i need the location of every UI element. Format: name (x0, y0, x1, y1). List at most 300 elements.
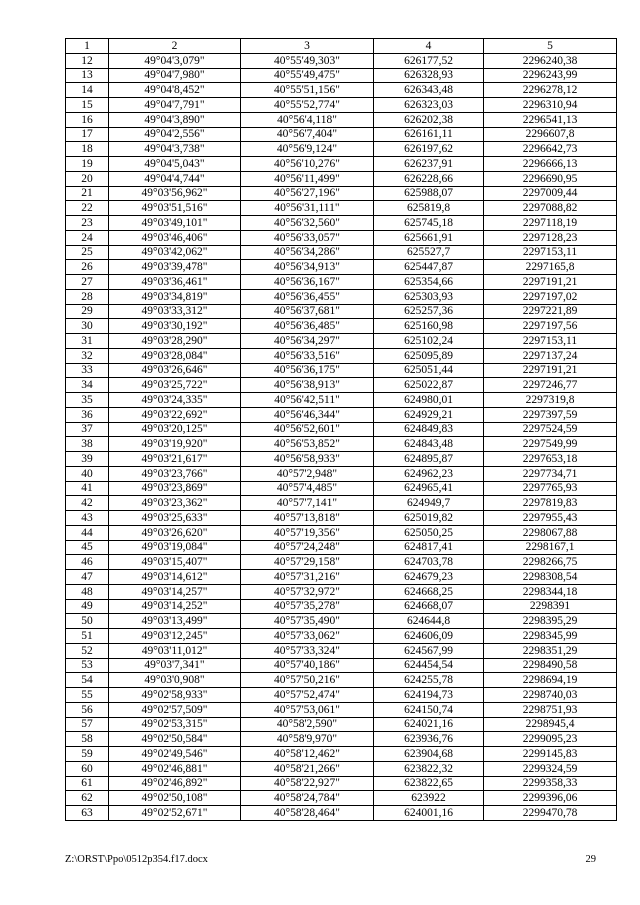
table-row (66, 127, 617, 142)
table-cell: 40°56'27,196" (241, 186, 374, 201)
table-cell: 49°03'25,633" (109, 511, 241, 526)
table-row (66, 216, 617, 231)
table-cell: 2297137,24 (484, 348, 617, 363)
table-cell: 40°55'52,774" (241, 98, 374, 113)
table-row (66, 732, 617, 747)
table-cell: 2296240,38 (484, 53, 617, 68)
table-cell: 624980,01 (374, 393, 484, 408)
table-row (66, 496, 617, 511)
table-cell: 49°03'34,819" (109, 289, 241, 304)
table-row (66, 643, 617, 658)
table-row (66, 658, 617, 673)
table-cell: 49°03'23,766" (109, 466, 241, 481)
table-cell: 40°56'4,118" (241, 112, 374, 127)
table-row (66, 260, 617, 275)
table-cell: 2298351,29 (484, 643, 617, 658)
table-cell: 53 (66, 658, 109, 673)
table-row (66, 171, 617, 186)
table-row (66, 407, 617, 422)
table-cell: 623904,68 (374, 747, 484, 762)
table-cell: 2297653,18 (484, 452, 617, 467)
table-cell: 40°57'33,324" (241, 643, 374, 658)
table-cell: 43 (66, 511, 109, 526)
table-cell: 2299145,83 (484, 747, 617, 762)
table-cell: 625051,44 (374, 363, 484, 378)
table-cell: 2298395,29 (484, 614, 617, 629)
column-header: 4 (374, 39, 484, 54)
table-cell: 2297191,21 (484, 275, 617, 290)
table-cell: 25 (66, 245, 109, 260)
table-cell: 27 (66, 275, 109, 290)
table-cell: 49°03'12,245" (109, 629, 241, 644)
table-row (66, 717, 617, 732)
table-cell: 14 (66, 83, 109, 98)
table-cell: 2296607,8 (484, 127, 617, 142)
table-cell: 61 (66, 776, 109, 791)
table-cell: 626237,91 (374, 157, 484, 172)
table-cell: 625447,87 (374, 260, 484, 275)
table-cell: 2296243,99 (484, 68, 617, 83)
table-row (66, 481, 617, 496)
column-header: 3 (241, 39, 374, 54)
table-cell: 48 (66, 584, 109, 599)
table-cell: 40°56'58,933" (241, 452, 374, 467)
table-cell: 49°03'26,620" (109, 525, 241, 540)
table-cell: 45 (66, 540, 109, 555)
table-cell: 624606,09 (374, 629, 484, 644)
table-cell: 624703,78 (374, 555, 484, 570)
table-cell: 49°03'36,461" (109, 275, 241, 290)
table-cell: 625819,8 (374, 201, 484, 216)
table-cell: 21 (66, 186, 109, 201)
table-cell: 625019,82 (374, 511, 484, 526)
table-row (66, 230, 617, 245)
table-cell: 49°04'3,079" (109, 53, 241, 68)
table-row (66, 83, 617, 98)
table-cell: 625661,91 (374, 230, 484, 245)
table-row (66, 275, 617, 290)
table-row (66, 142, 617, 157)
table-cell: 41 (66, 481, 109, 496)
table-row (66, 776, 617, 791)
table-cell: 49°02'46,881" (109, 761, 241, 776)
table-cell: 49°02'49,546" (109, 747, 241, 762)
table-row (66, 53, 617, 68)
table-cell: 2297197,56 (484, 319, 617, 334)
table-row (66, 437, 617, 452)
table-cell: 2297197,02 (484, 289, 617, 304)
table-cell: 626328,93 (374, 68, 484, 83)
table-cell: 40°56'7,404" (241, 127, 374, 142)
table-cell: 2298266,75 (484, 555, 617, 570)
table-cell: 31 (66, 334, 109, 349)
table-cell: 2299095,23 (484, 732, 617, 747)
table-cell: 40°55'49,475" (241, 68, 374, 83)
table-cell: 2299396,06 (484, 791, 617, 806)
table-row (66, 334, 617, 349)
table-row (66, 702, 617, 717)
table-cell: 40°58'24,784" (241, 791, 374, 806)
table-cell: 2296690,95 (484, 171, 617, 186)
table-cell: 49°03'7,341" (109, 658, 241, 673)
table-cell: 623922 (374, 791, 484, 806)
table-cell: 625095,89 (374, 348, 484, 363)
table-cell: 40°57'33,062" (241, 629, 374, 644)
table-cell: 60 (66, 761, 109, 776)
table-cell: 625257,36 (374, 304, 484, 319)
table-cell: 625988,07 (374, 186, 484, 201)
table-cell: 40°57'52,474" (241, 688, 374, 703)
table-cell: 2297765,93 (484, 481, 617, 496)
table-cell: 40°56'36,175" (241, 363, 374, 378)
table-row (66, 157, 617, 172)
table-cell: 49°02'57,509" (109, 702, 241, 717)
table-cell: 40°56'53,852" (241, 437, 374, 452)
table-row (66, 614, 617, 629)
table-row (66, 688, 617, 703)
table-cell: 40°56'32,560" (241, 216, 374, 231)
table-cell: 23 (66, 216, 109, 231)
table-cell: 2299358,33 (484, 776, 617, 791)
table-cell: 2297191,21 (484, 363, 617, 378)
table-cell: 2298308,54 (484, 570, 617, 585)
table-cell: 2296310,94 (484, 98, 617, 113)
table-cell: 49°03'22,692" (109, 407, 241, 422)
table-cell: 19 (66, 157, 109, 172)
table-cell: 40°56'38,913" (241, 378, 374, 393)
table-cell: 626323,03 (374, 98, 484, 113)
table-cell: 2297524,59 (484, 422, 617, 437)
table-cell: 59 (66, 747, 109, 762)
table-cell: 2298344,18 (484, 584, 617, 599)
table-cell: 40°56'36,485" (241, 319, 374, 334)
table-cell: 626343,48 (374, 83, 484, 98)
table-row (66, 806, 617, 821)
table-row (66, 452, 617, 467)
table-row (66, 98, 617, 113)
table-cell: 624962,23 (374, 466, 484, 481)
table-cell: 624255,78 (374, 673, 484, 688)
table-cell: 49°03'11,012" (109, 643, 241, 658)
table-cell: 49°02'46,892" (109, 776, 241, 791)
table-cell: 49°03'39,478" (109, 260, 241, 275)
table-cell: 625303,93 (374, 289, 484, 304)
table-row (66, 68, 617, 83)
table-cell: 49°04'5,043" (109, 157, 241, 172)
table-cell: 49°03'19,920" (109, 437, 241, 452)
footer-file-path: Z:\ORST\Ppo\0512p354.f17.docx (65, 854, 208, 865)
table-cell: 40°56'52,601" (241, 422, 374, 437)
table-row (66, 584, 617, 599)
table-cell: 40°56'34,297" (241, 334, 374, 349)
table-row (66, 540, 617, 555)
table-cell: 2297128,23 (484, 230, 617, 245)
table-cell: 40°56'36,455" (241, 289, 374, 304)
table-cell: 624150,74 (374, 702, 484, 717)
table-cell: 17 (66, 127, 109, 142)
table-row (66, 761, 617, 776)
table-row (66, 673, 617, 688)
table-cell: 40°57'32,972" (241, 584, 374, 599)
table-cell: 49°03'20,125" (109, 422, 241, 437)
table-cell: 624001,16 (374, 806, 484, 821)
table-cell: 2299470,78 (484, 806, 617, 821)
table-cell: 49°03'19,084" (109, 540, 241, 555)
table-cell: 2298345,99 (484, 629, 617, 644)
table-cell: 49°02'50,584" (109, 732, 241, 747)
table-cell: 2298391 (484, 599, 617, 614)
table-cell: 2297397,59 (484, 407, 617, 422)
table-cell: 28 (66, 289, 109, 304)
table-cell: 40 (66, 466, 109, 481)
table-cell: 40°57'40,186" (241, 658, 374, 673)
table-cell: 2297221,89 (484, 304, 617, 319)
table-cell: 49°02'53,315" (109, 717, 241, 732)
table-cell: 40°57'24,248" (241, 540, 374, 555)
table-cell: 49°03'14,612" (109, 570, 241, 585)
table-cell: 2297319,8 (484, 393, 617, 408)
table-cell: 40°58'22,927" (241, 776, 374, 791)
table-cell: 625022,87 (374, 378, 484, 393)
table-cell: 49°04'3,890" (109, 112, 241, 127)
table-cell: 2297165,8 (484, 260, 617, 275)
table-cell: 49°02'58,933" (109, 688, 241, 703)
column-header: 2 (109, 39, 241, 54)
table-cell: 20 (66, 171, 109, 186)
table-cell: 2297246,77 (484, 378, 617, 393)
table-row (66, 289, 617, 304)
table-cell: 49°03'0,908" (109, 673, 241, 688)
table-cell: 36 (66, 407, 109, 422)
table-cell: 624194,73 (374, 688, 484, 703)
table-cell: 34 (66, 378, 109, 393)
table-cell: 57 (66, 717, 109, 732)
table-cell: 51 (66, 629, 109, 644)
table-cell: 624895,87 (374, 452, 484, 467)
table-cell: 40°57'19,356" (241, 525, 374, 540)
table-cell: 40°56'34,286" (241, 245, 374, 260)
table-row (66, 304, 617, 319)
table-cell: 58 (66, 732, 109, 747)
table-cell: 626177,52 (374, 53, 484, 68)
table-row (66, 393, 617, 408)
table-cell: 626161,11 (374, 127, 484, 142)
table-cell: 625527,7 (374, 245, 484, 260)
table-cell: 624567,99 (374, 643, 484, 658)
table-cell: 40°56'11,499" (241, 171, 374, 186)
table-cell: 40°56'42,511" (241, 393, 374, 408)
table-cell: 2297955,43 (484, 511, 617, 526)
table-row (66, 555, 617, 570)
table-cell: 2296666,13 (484, 157, 617, 172)
table-cell: 40°57'35,490" (241, 614, 374, 629)
table-cell: 24 (66, 230, 109, 245)
table-cell: 15 (66, 98, 109, 113)
table-cell: 626228,66 (374, 171, 484, 186)
table-cell: 26 (66, 260, 109, 275)
table-cell: 2297153,11 (484, 334, 617, 349)
table-cell: 49°03'28,290" (109, 334, 241, 349)
table-cell: 2297118,19 (484, 216, 617, 231)
table-cell: 40°57'7,141" (241, 496, 374, 511)
table-cell: 49°03'25,722" (109, 378, 241, 393)
table-cell: 625354,66 (374, 275, 484, 290)
table-cell: 2298067,88 (484, 525, 617, 540)
table-cell: 623936,76 (374, 732, 484, 747)
table-cell: 13 (66, 68, 109, 83)
table-cell: 624454,54 (374, 658, 484, 673)
table-cell: 30 (66, 319, 109, 334)
table-cell: 2297819,83 (484, 496, 617, 511)
table-cell: 2297088,82 (484, 201, 617, 216)
table-row (66, 570, 617, 585)
table-row (66, 466, 617, 481)
table-cell: 55 (66, 688, 109, 703)
table-cell: 49°03'23,869" (109, 481, 241, 496)
table-row (66, 348, 617, 363)
table-cell: 40°56'36,167" (241, 275, 374, 290)
table-cell: 39 (66, 452, 109, 467)
table-row (66, 525, 617, 540)
table-cell: 624949,7 (374, 496, 484, 511)
table-cell: 40°56'33,057" (241, 230, 374, 245)
table-cell: 2298740,03 (484, 688, 617, 703)
table-cell: 49°04'7,791" (109, 98, 241, 113)
table-cell: 49°03'46,406" (109, 230, 241, 245)
table-cell: 35 (66, 393, 109, 408)
table-row (66, 747, 617, 762)
table-cell: 49°03'49,101" (109, 216, 241, 231)
table-cell: 624021,16 (374, 717, 484, 732)
table-cell: 40°57'53,061" (241, 702, 374, 717)
table-cell: 40°58'12,462" (241, 747, 374, 762)
table-cell: 2297009,44 (484, 186, 617, 201)
table-cell: 42 (66, 496, 109, 511)
coordinates-table (65, 38, 617, 821)
table-cell: 2299324,59 (484, 761, 617, 776)
table-cell: 50 (66, 614, 109, 629)
table-cell: 40°58'9,970" (241, 732, 374, 747)
column-header: 1 (66, 39, 109, 54)
table-cell: 2298167,1 (484, 540, 617, 555)
table-cell: 49 (66, 599, 109, 614)
table-cell: 40°56'37,681" (241, 304, 374, 319)
table-cell: 40°56'34,913" (241, 260, 374, 275)
table-cell: 49°03'23,362" (109, 496, 241, 511)
table-cell: 38 (66, 437, 109, 452)
table-cell: 40°57'13,818" (241, 511, 374, 526)
table-cell: 40°55'51,156" (241, 83, 374, 98)
table-cell: 40°56'9,124" (241, 142, 374, 157)
table-cell: 40°56'33,516" (241, 348, 374, 363)
table-cell: 2297734,71 (484, 466, 617, 481)
table-cell: 49°04'8,452" (109, 83, 241, 98)
table-cell: 624929,21 (374, 407, 484, 422)
table-cell: 624965,41 (374, 481, 484, 496)
table-cell: 40°57'31,216" (241, 570, 374, 585)
table-cell: 49°02'50,108" (109, 791, 241, 806)
table-cell: 40°57'2,948" (241, 466, 374, 481)
table-cell: 49°03'30,192" (109, 319, 241, 334)
table-cell: 623822,32 (374, 761, 484, 776)
table-cell: 40°56'31,111" (241, 201, 374, 216)
table-cell: 49°03'24,335" (109, 393, 241, 408)
table-cell: 44 (66, 525, 109, 540)
table-cell: 2298751,93 (484, 702, 617, 717)
table-cell: 29 (66, 304, 109, 319)
table-cell: 626197,62 (374, 142, 484, 157)
table-cell: 40°58'2,590" (241, 717, 374, 732)
table-cell: 624668,07 (374, 599, 484, 614)
table-cell: 624679,23 (374, 570, 484, 585)
table-cell: 625160,98 (374, 319, 484, 334)
table-cell: 624644,8 (374, 614, 484, 629)
table-row (66, 599, 617, 614)
table-row (66, 319, 617, 334)
table-cell: 49°04'2,556" (109, 127, 241, 142)
table-row (66, 112, 617, 127)
table-cell: 62 (66, 791, 109, 806)
table-cell: 624817,41 (374, 540, 484, 555)
table-cell: 49°03'42,062" (109, 245, 241, 260)
column-header: 5 (484, 39, 617, 54)
table-header-row (66, 39, 617, 54)
table-cell: 49°04'4,744" (109, 171, 241, 186)
table-cell: 40°58'21,266" (241, 761, 374, 776)
table-cell: 37 (66, 422, 109, 437)
table-cell: 49°03'28,084" (109, 348, 241, 363)
table-cell: 626202,38 (374, 112, 484, 127)
table-cell: 49°03'51,516" (109, 201, 241, 216)
table-cell: 40°55'49,303" (241, 53, 374, 68)
table-cell: 52 (66, 643, 109, 658)
table-cell: 624849,83 (374, 422, 484, 437)
table-cell: 32 (66, 348, 109, 363)
table-cell: 49°02'52,671" (109, 806, 241, 821)
table-cell: 46 (66, 555, 109, 570)
table-cell: 40°57'35,278" (241, 599, 374, 614)
table-cell: 40°58'28,464" (241, 806, 374, 821)
table-row (66, 201, 617, 216)
table-cell: 12 (66, 53, 109, 68)
table-row (66, 791, 617, 806)
table-cell: 54 (66, 673, 109, 688)
table-cell: 49°03'15,407" (109, 555, 241, 570)
table-cell: 40°56'46,344" (241, 407, 374, 422)
table-body (66, 53, 617, 820)
table-cell: 625745,18 (374, 216, 484, 231)
table-cell: 49°03'14,257" (109, 584, 241, 599)
table-cell: 625050,25 (374, 525, 484, 540)
table-cell: 49°03'21,617" (109, 452, 241, 467)
table-cell: 2297153,11 (484, 245, 617, 260)
table-cell: 49°03'13,499" (109, 614, 241, 629)
table-cell: 2296642,73 (484, 142, 617, 157)
table-cell: 625102,24 (374, 334, 484, 349)
table-cell: 2298945,4 (484, 717, 617, 732)
table-cell: 47 (66, 570, 109, 585)
table-row (66, 245, 617, 260)
table-cell: 623822,65 (374, 776, 484, 791)
table-cell: 2296278,12 (484, 83, 617, 98)
table-cell: 40°57'4,485" (241, 481, 374, 496)
table-cell: 624668,25 (374, 584, 484, 599)
table-row (66, 629, 617, 644)
table-cell: 49°04'3,738" (109, 142, 241, 157)
table-row (66, 511, 617, 526)
table-cell: 49°04'7,980" (109, 68, 241, 83)
table-row (66, 363, 617, 378)
